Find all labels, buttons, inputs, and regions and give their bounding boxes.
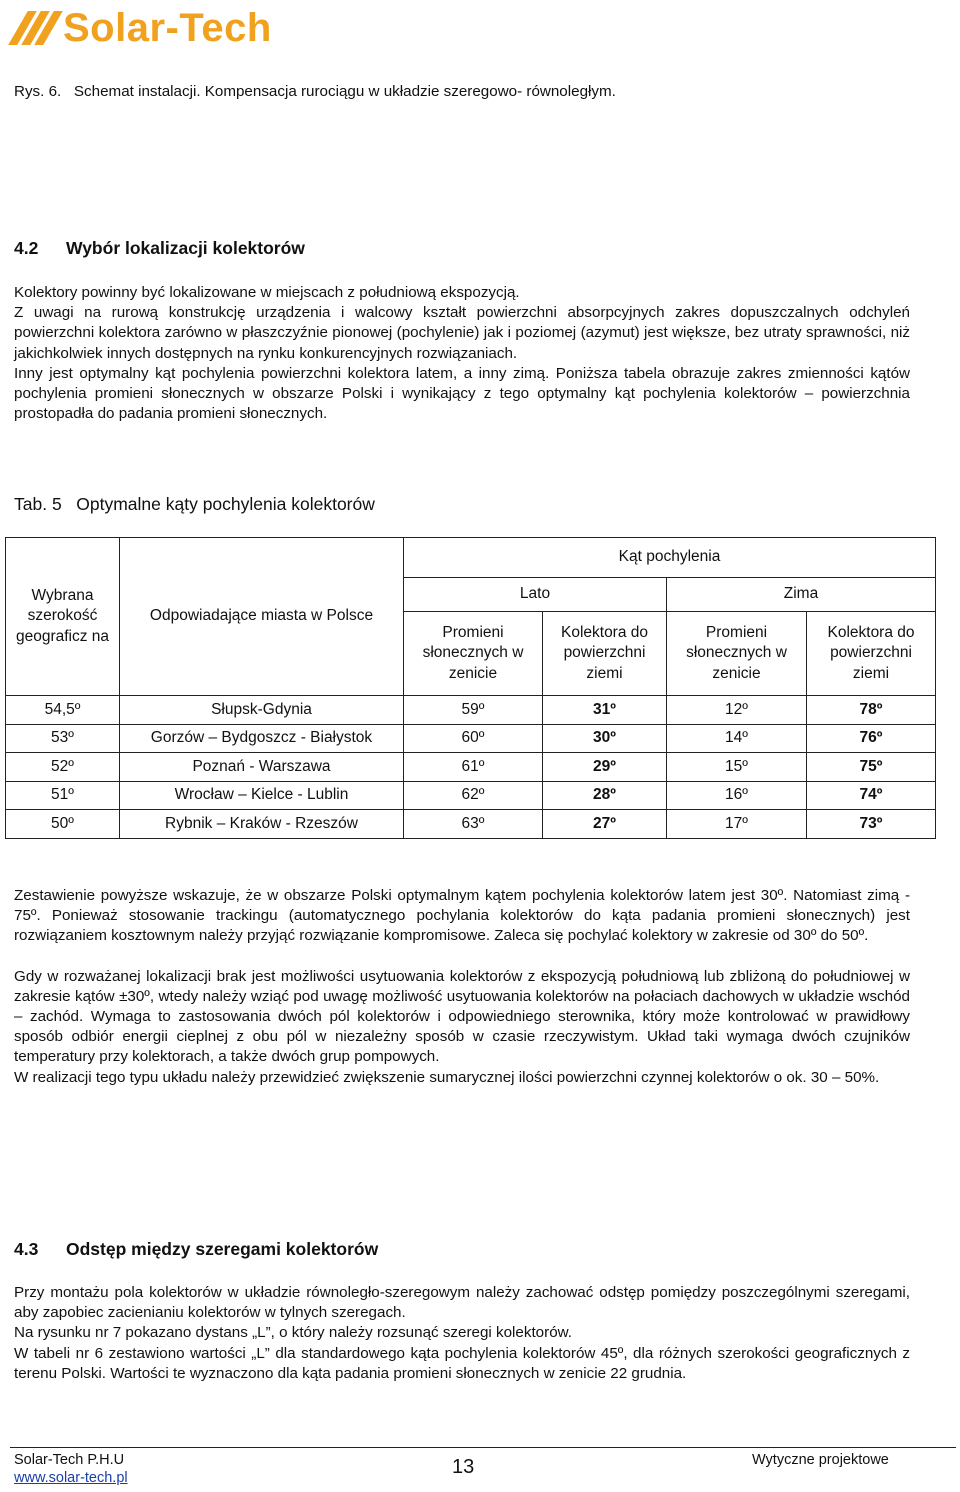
- table-row: [6, 753, 936, 782]
- cell-summer-collector: 31º: [543, 696, 667, 725]
- header-summer-collector: Kolektora do powierzchni ziemi: [543, 612, 667, 696]
- cell-winter-rays: 16º: [667, 781, 807, 810]
- cell-summer-collector: 29º: [543, 753, 667, 782]
- cell-winter-rays: 17º: [667, 810, 807, 839]
- cell-summer-rays: 62º: [404, 781, 543, 810]
- cell-cities: Rybnik – Kraków - Rzeszów: [120, 810, 404, 839]
- cell-summer-collector: 30º: [543, 724, 667, 753]
- section-heading-4-3: [14, 1239, 378, 1260]
- header-cities: Odpowiadające miasta w Polsce: [120, 538, 404, 696]
- footer-company: Solar-Tech P.H.U: [14, 1452, 125, 1468]
- cell-winter-rays: 12º: [667, 696, 807, 725]
- footer-doc-title: Wytyczne projektowe: [752, 1452, 889, 1468]
- cell-latitude: 53º: [6, 724, 120, 753]
- paragraph: Inny jest optymalny kąt pochylenia powierzchni kolektora latem, a inny zimą. Poniższa tabela obrazuje zakres zmienności kątów pochylenia promieni słonecznych w obszarze Polski i wynikający z tego optymalny kąt pochylenia kolektorów – powierzchnia prostopadła do padania promieni słonecznych.: [14, 364, 910, 423]
- cell-summer-collector: 28º: [543, 781, 667, 810]
- cell-summer-rays: 59º: [404, 696, 543, 725]
- section-4-2-body: [14, 283, 910, 424]
- header-winter-collector: Kolektora do powierzchni ziemi: [807, 612, 936, 696]
- cell-cities: Gorzów – Bydgoszcz - Białystok: [120, 724, 404, 753]
- after-table-body: [14, 886, 910, 1088]
- table-caption: Tab. 5 Optymalne kąty pochylenia kolektorów: [14, 494, 375, 514]
- paragraph: W tabeli nr 6 zestawiono wartości „L” dla standardowego kąta pochylenia kolektorów 45º, dla różnych szerokości geograficznych z terenu Polski. Wartości te wyznaczono dla kąta padania promieni słonecznych w zenicie 22 grudnia.: [14, 1344, 910, 1382]
- cell-winter-collector: 73º: [807, 810, 936, 839]
- paragraph: Z uwagi na rurową konstrukcję urządzenia i walcowy kształt powierzchni absorpcyjnych zakres dopuszczalnych odchyleń powierzchni kolektora zarówno w płaszczyźnie pionowej (pochylenie) jak i poziomej (azymut) jest większe, bez utraty sprawności, niż jakichkolwiek innych dostępnych na rynku konkurencyjnych rozwiązaniach.: [14, 304, 910, 362]
- table-row: [6, 810, 936, 839]
- angles-table: [5, 537, 936, 839]
- paragraph: Gdy w rozważanej lokalizacji brak jest możliwości usytuowania kolektorów z ekspozycją południową lub zbliżoną do południowej w zakresie kątów ±30º, wtedy należy wziąć pod uwagę możliwość usytuowania kolektorów na połaciach dachowych w układzie wschód – zachód. Wymaga to zastosowania dwóch pól kolektorów i odpowiedniego sterownika, który może kontrolować w prawidłowy sposób odbiór energii cieplnej z obu pól w niezależny sposób w czasie rzeczywistym. Układ taki wymaga dwóch czujników temperatury przy kolektorach, a także dwóch grup pompowych.: [14, 967, 910, 1066]
- cell-winter-rays: 15º: [667, 753, 807, 782]
- cell-cities: Poznań - Warszawa: [120, 753, 404, 782]
- cell-summer-rays: 60º: [404, 724, 543, 753]
- section-number: 4.2: [14, 238, 39, 258]
- header-winter-rays: Promieni słonecznych w zenicie: [667, 612, 807, 696]
- cell-latitude: 54,5º: [6, 696, 120, 725]
- paragraph: Przy montażu pola kolektorów w układzie równoległo-szeregowym należy zachować odstęp pomiędzy poszczególnymi szeregami, aby zapobiec zacienianiu kolektorów w tylnych szeregach.: [14, 1284, 910, 1322]
- cell-summer-collector: 27º: [543, 810, 667, 839]
- figure-caption: Rys. 6. Schemat instalacji. Kompensacja rurociągu w układzie szeregowo- równoległym.: [14, 83, 616, 100]
- cell-winter-collector: 75º: [807, 753, 936, 782]
- cell-latitude: 51º: [6, 781, 120, 810]
- footer-website-link[interactable]: www.solar-tech.pl: [14, 1470, 128, 1486]
- cell-winter-collector: 74º: [807, 781, 936, 810]
- paragraph: Kolektory powinny być lokalizowane w miejscach z południową ekspozycją.: [14, 284, 520, 301]
- logo-text: Solar-Tech: [63, 6, 272, 50]
- header-summer: Lato: [404, 578, 667, 612]
- header-winter: Zima: [667, 578, 936, 612]
- company-logo: [18, 6, 272, 50]
- header-latitude: Wybrana szerokość geograficz na: [6, 538, 120, 696]
- footer-page-number: 13: [452, 1456, 475, 1478]
- header-angle: Kąt pochylenia: [404, 538, 936, 578]
- section-4-3-body: [14, 1283, 910, 1384]
- cell-winter-collector: 76º: [807, 724, 936, 753]
- table-row: [6, 696, 936, 725]
- header-summer-rays: Promieni słonecznych w zenicie: [404, 612, 543, 696]
- cell-cities: Słupsk-Gdynia: [120, 696, 404, 725]
- cell-latitude: 50º: [6, 810, 120, 839]
- section-title: Odstęp między szeregami kolektorów: [66, 1239, 379, 1259]
- cell-winter-collector: 78º: [807, 696, 936, 725]
- paragraph: Zestawienie powyższe wskazuje, że w obszarze Polski optymalnym kątem pochylenia kolektorów latem jest 30º. Natomiast zimą - 75º. Ponieważ stosowanie trackingu (automatycznego pochylania kolektorów do kąta padania promieni słonecznych) jest rozwiązaniem kosztownym należy przyjąć rozwiązanie kompromisowe. Zaleca się pochylać kolektory w zakresie od 30º do 50º.: [14, 887, 910, 945]
- footer-divider: [10, 1447, 956, 1448]
- cell-summer-rays: 63º: [404, 810, 543, 839]
- section-number: 4.3: [14, 1239, 39, 1259]
- paragraph: W realizacji tego typu układu należy przewidzieć zwiększenie sumarycznej ilości powierzchni czynnej kolektorów o ok. 30 – 50%.: [14, 1068, 880, 1086]
- cell-winter-rays: 14º: [667, 724, 807, 753]
- cell-summer-rays: 61º: [404, 753, 543, 782]
- section-title: Wybór lokalizacji kolektorów: [66, 238, 305, 258]
- logo-slashes-icon: [18, 11, 53, 45]
- cell-cities: Wrocław – Kielce - Lublin: [120, 781, 404, 810]
- paragraph: Na rysunku nr 7 pokazano dystans „L”, o który należy rozsunąć szeregi kolektorów.: [14, 1324, 572, 1342]
- table-row: [6, 781, 936, 810]
- cell-latitude: 52º: [6, 753, 120, 782]
- section-heading-4-2: [14, 238, 305, 259]
- table-row: [6, 724, 936, 753]
